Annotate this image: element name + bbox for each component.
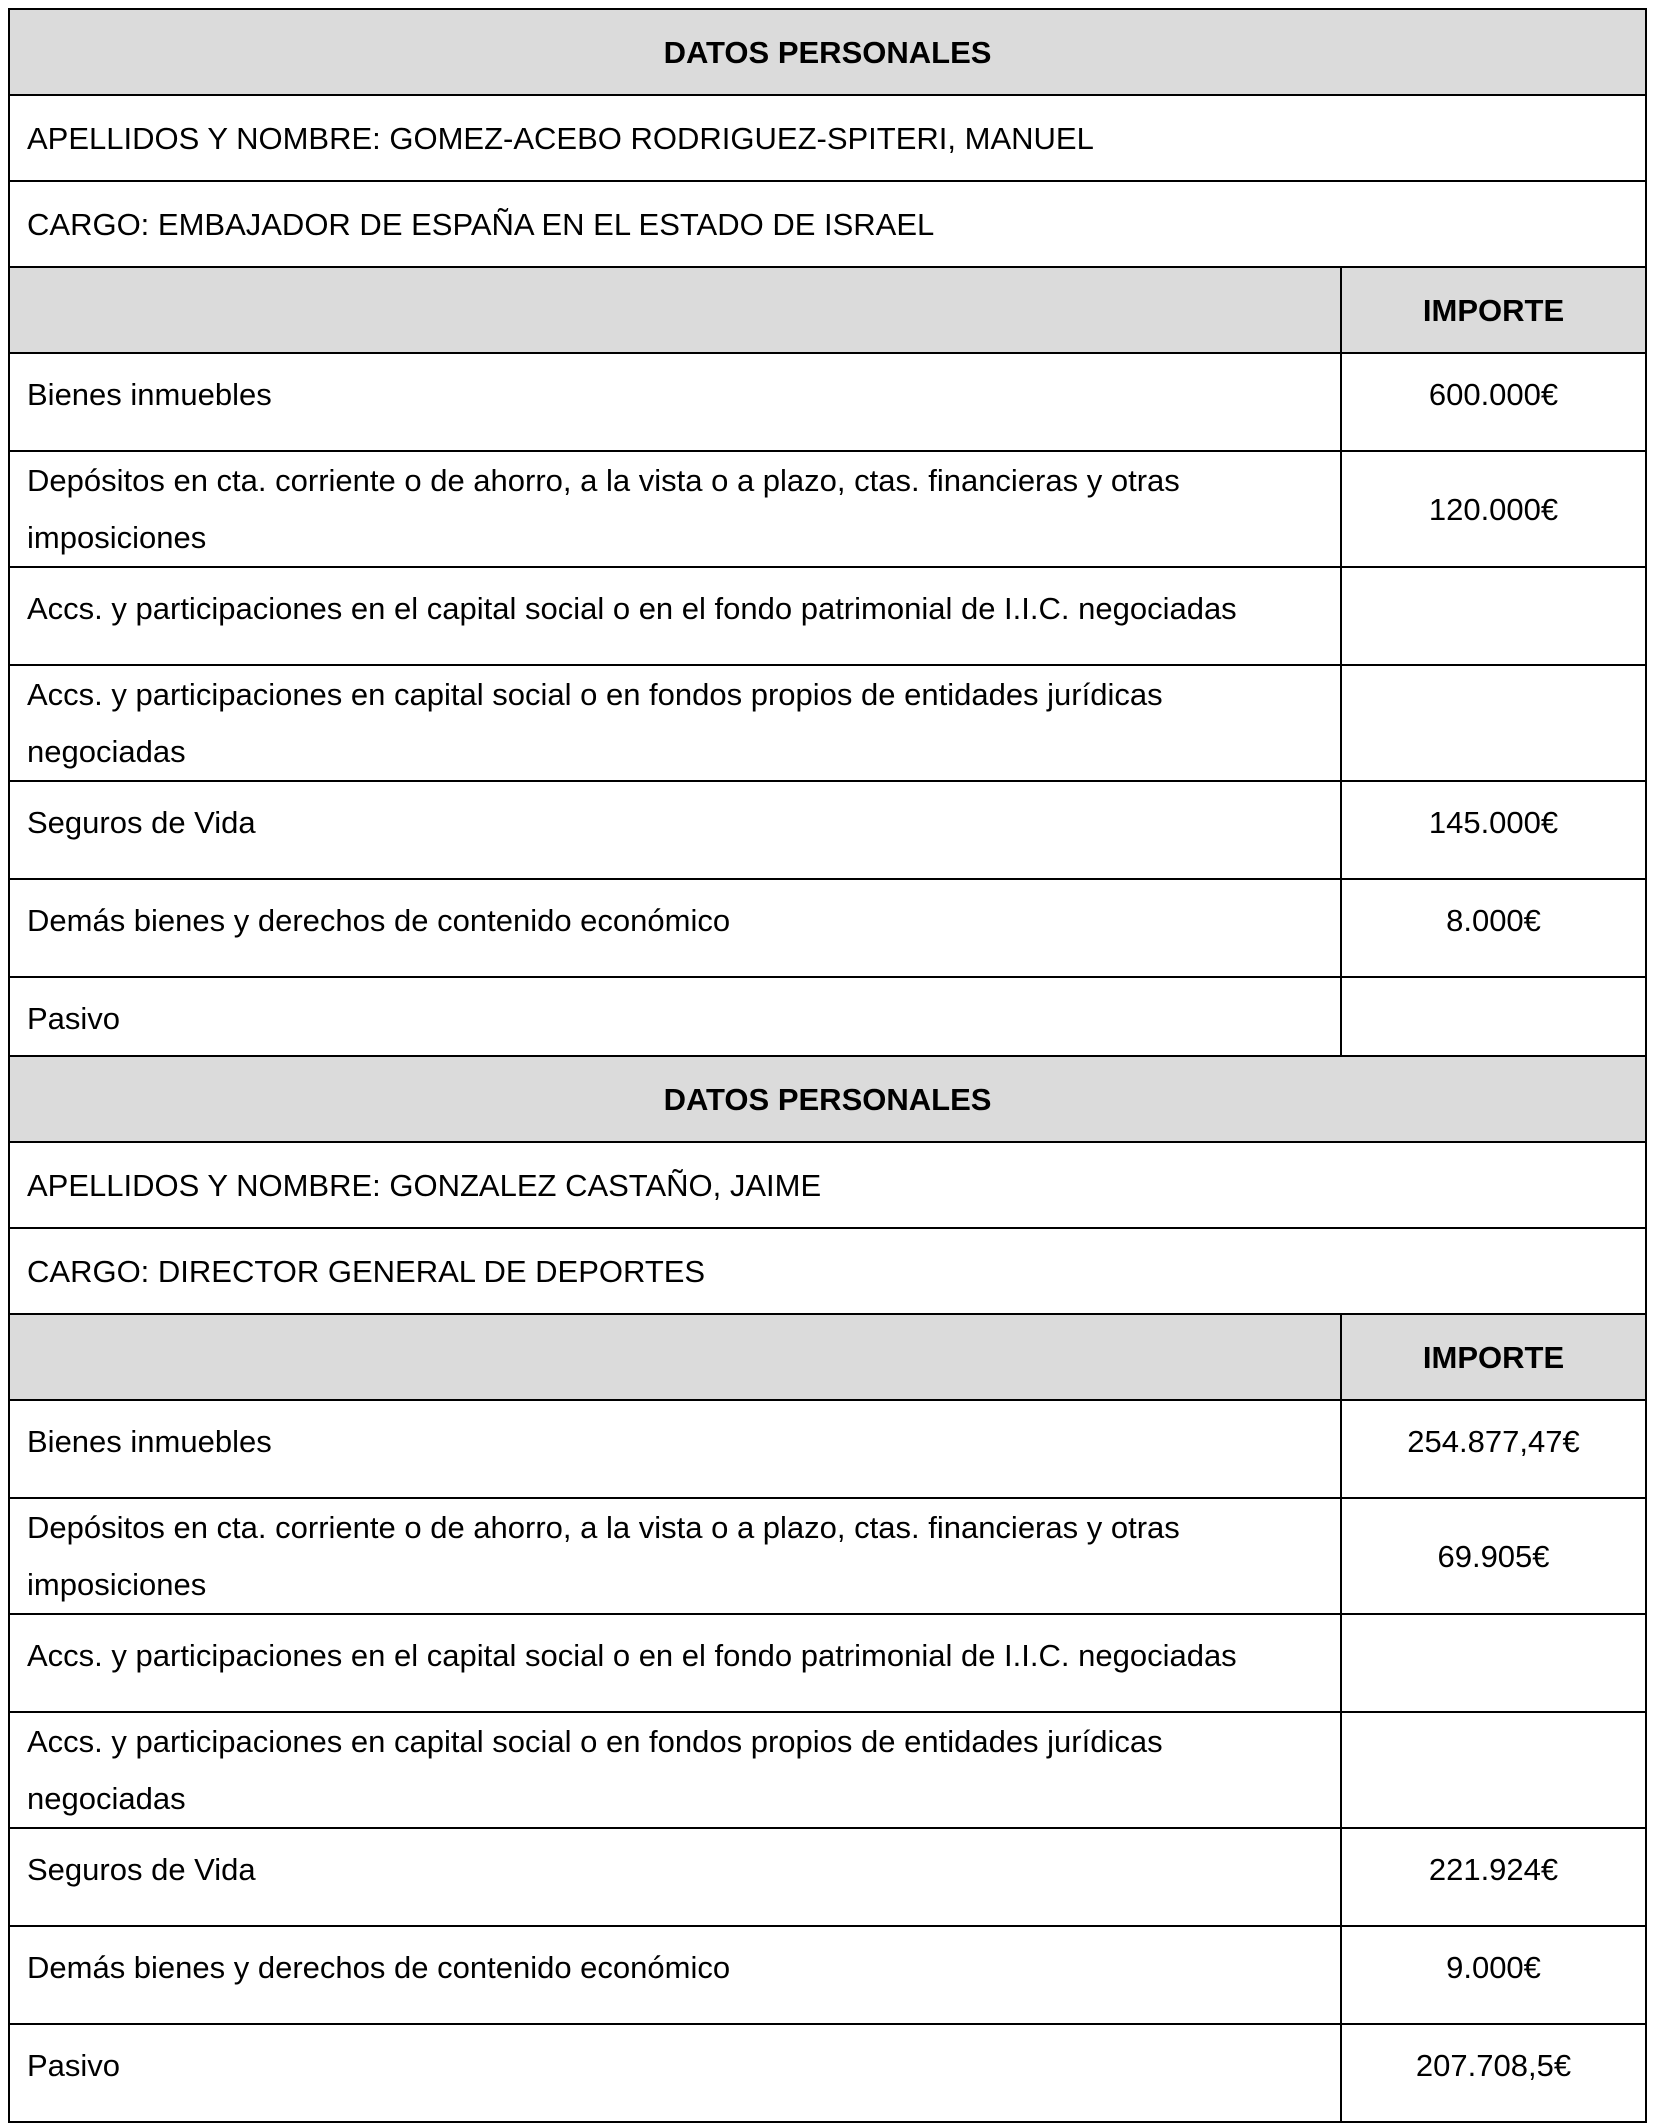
- row-value: 254.877,47€: [1341, 1400, 1646, 1498]
- header-empty-cell: [9, 267, 1341, 353]
- row-value: [1341, 665, 1646, 781]
- row-value: 221.924€: [1341, 1828, 1646, 1926]
- table-row: [9, 1498, 1646, 1614]
- row-label: Demás bienes y derechos de contenido económico: [9, 879, 1341, 977]
- row-label: Seguros de Vida: [9, 781, 1341, 879]
- row-value: 8.000€: [1341, 879, 1646, 977]
- row-label: Accs. y participaciones en capital social o en fondos propios de entidades jurídicas negociadas: [9, 665, 1341, 781]
- cargo-field: CARGO: EMBAJADOR DE ESPAÑA EN EL ESTADO DE ISRAEL: [9, 181, 1646, 267]
- row-value: [1341, 567, 1646, 665]
- row-value: [1341, 1712, 1646, 1828]
- row-label: Demás bienes y derechos de contenido económico: [9, 1926, 1341, 2024]
- table-row: [9, 665, 1646, 781]
- row-label: Accs. y participaciones en el capital social o en el fondo patrimonial de I.I.C. negociadas: [9, 567, 1341, 665]
- table-row: [9, 1614, 1646, 1712]
- row-label: Bienes inmuebles: [9, 353, 1341, 451]
- table-row: [9, 1400, 1646, 1498]
- table-title: DATOS PERSONALES: [9, 9, 1646, 95]
- table-row: [9, 567, 1646, 665]
- row-label: Accs. y participaciones en el capital social o en el fondo patrimonial de I.I.C. negociadas: [9, 1614, 1341, 1712]
- row-value: 69.905€: [1341, 1498, 1646, 1614]
- row-value: 9.000€: [1341, 1926, 1646, 2024]
- cargo-field: CARGO: DIRECTOR GENERAL DE DEPORTES: [9, 1228, 1646, 1314]
- row-value: 207.708,5€: [1341, 2024, 1646, 2122]
- table-row: [9, 879, 1646, 977]
- header-empty-cell: [9, 1314, 1341, 1400]
- row-label: Bienes inmuebles: [9, 1400, 1341, 1498]
- row-value: 600.000€: [1341, 353, 1646, 451]
- table-title: DATOS PERSONALES: [9, 1056, 1646, 1142]
- table-row: [9, 451, 1646, 567]
- table-row: [9, 2024, 1646, 2122]
- row-label: Pasivo: [9, 2024, 1341, 2122]
- table-row: [9, 1828, 1646, 1926]
- table-row: [9, 1926, 1646, 2024]
- row-label: Depósitos en cta. corriente o de ahorro, a la vista o a plazo, ctas. financieras y otras imposiciones: [9, 451, 1341, 567]
- table-row: [9, 781, 1646, 879]
- row-label: Depósitos en cta. corriente o de ahorro, a la vista o a plazo, ctas. financieras y otras imposiciones: [9, 1498, 1341, 1614]
- nombre-field: APELLIDOS Y NOMBRE: GONZALEZ CASTAÑO, JAIME: [9, 1142, 1646, 1228]
- declaration-table-1: [8, 8, 1647, 1076]
- table-row: [9, 353, 1646, 451]
- table-row: [9, 1712, 1646, 1828]
- row-value: 145.000€: [1341, 781, 1646, 879]
- row-value: [1341, 1614, 1646, 1712]
- row-label: Pasivo: [9, 977, 1341, 1075]
- row-label: Accs. y participaciones en capital social o en fondos propios de entidades jurídicas negociadas: [9, 1712, 1341, 1828]
- row-value: 120.000€: [1341, 451, 1646, 567]
- importe-header: IMPORTE: [1341, 1314, 1646, 1400]
- nombre-field: APELLIDOS Y NOMBRE: GOMEZ-ACEBO RODRIGUEZ-SPITERI, MANUEL: [9, 95, 1646, 181]
- row-label: Seguros de Vida: [9, 1828, 1341, 1926]
- declaration-table-2: [8, 1055, 1647, 2123]
- importe-header: IMPORTE: [1341, 267, 1646, 353]
